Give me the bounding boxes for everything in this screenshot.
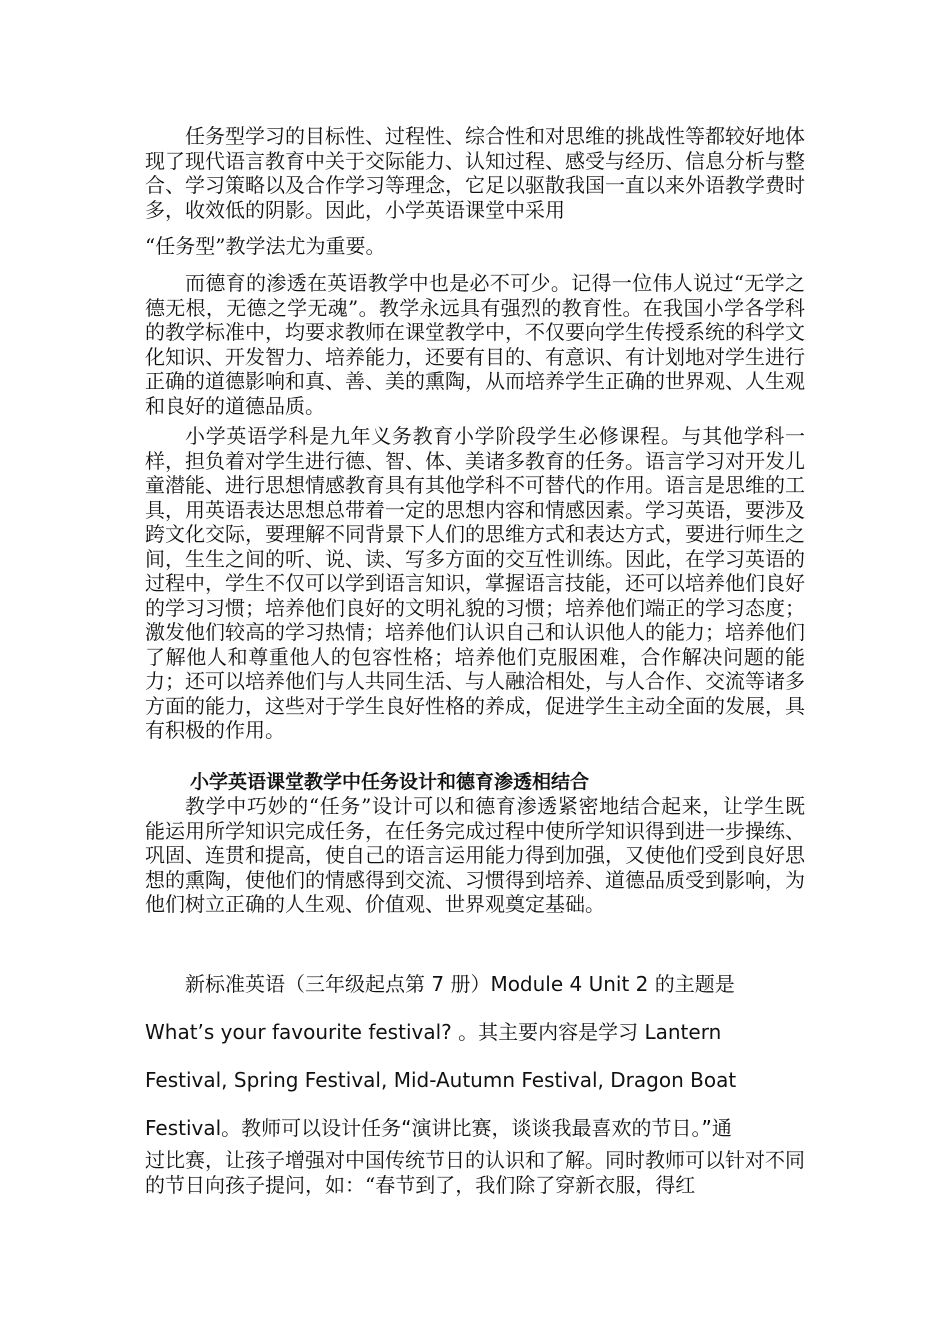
section-heading: 小学英语课堂教学中任务设计和德育渗透相结合 — [190, 771, 590, 793]
paragraph-module-example: 新标准英语（三年级起点第 7 册）Module 4 Unit 2 的主题是 What’s your favourite festival? 。其主要内容是学习 Lantern Festival, Spring Festival, Mid-Autumn Festival, Dragon Boat Festival。教师可以设计任务“演讲比赛，谈谈我最喜欢的节日。”通 — [145, 972, 737, 1140]
paragraph-festival-questions: 过比赛，让孩子增强对中国传统节日的认识和了解。同时教师可以针对不同的节日向孩子提问，如：“春节到了，我们除了穿新衣服，得红 — [145, 1148, 805, 1197]
paragraph-english-subject: 小学英语学科是九年义务教育小学阶段学生必修课程。与其他学科一样，担负着对学生进行德、智、体、美诸多教育的任务。语言学习对开发儿童潜能、进行思想情感教育具有其他学科不可替代的作用。语言是思维的工具，用英语表达思想总带着一定的思想内容和情感因素。学习英语，要涉及跨文化交际，要理解不同背景下人们的思维方式和表达方式，要进行师生之间，生生之间的听、说、读、写多方面的交互性训练。因此，在学习英语的过程中，学生不仅可以学到语言知识，掌握语言技能，还可以培养他们良好的学习习惯；培养他们良好的文明礼貌的习惯；培养他们端正的学习态度；激发他们较高的学习热情；培养他们认识自己和认识他人的能力；培养他们了解他人和尊重他人的包容性格；培养他们克服困难，合作解决问题的能力；还可以培养他们与人共同生活、与人融洽相处，与人合作、交流等诸多方面的能力，这些对于学生良好性格的养成，促进学生主动全面的发展，具有积极的作用。 — [145, 424, 805, 742]
paragraph-task-based-learning-continued: “任务型”教学法尤为重要。 — [145, 234, 386, 258]
paragraph-task-design: 教学中巧妙的“任务”设计可以和德育渗透紧密地结合起来，让学生既能运用所学知识完成任务，在任务完成过程中使所学知识得到进一步操练、巩固、连贯和提高，使自己的语言运用能力得到加强，又使他们受到良好思想的熏陶，使他们的情感得到交流、习惯得到培养、道德品质受到影响，为他们树立正确的人生观、价值观、世界观奠定基础。 — [145, 794, 805, 916]
paragraph-task-based-learning: 任务型学习的目标性、过程性、综合性和对思维的挑战性等都较好地体现了现代语言教育中关于交际能力、认知过程、感受与经历、信息分析与整合、学习策略以及合作学习等理念，它足以驱散我国一直以来外语教学费时多，收效低的阴影。因此，小学英语课堂中采用 — [145, 124, 805, 222]
paragraph-moral-education: 而德育的渗透在英语教学中也是必不可少。记得一位伟人说过“无学之德无根，无德之学无魂”。教学永远具有强烈的教育性。在我国小学各学科的教学标准中，均要求教师在课堂教学中，不仅要向学生传授系统的科学文化知识、开发智力、培养能力，还要有目的、有意识、有计划地对学生进行正确的道德影响和真、善、美的熏陶，从而培养学生正确的世界观、人生观和良好的道德品质。 — [145, 271, 805, 418]
